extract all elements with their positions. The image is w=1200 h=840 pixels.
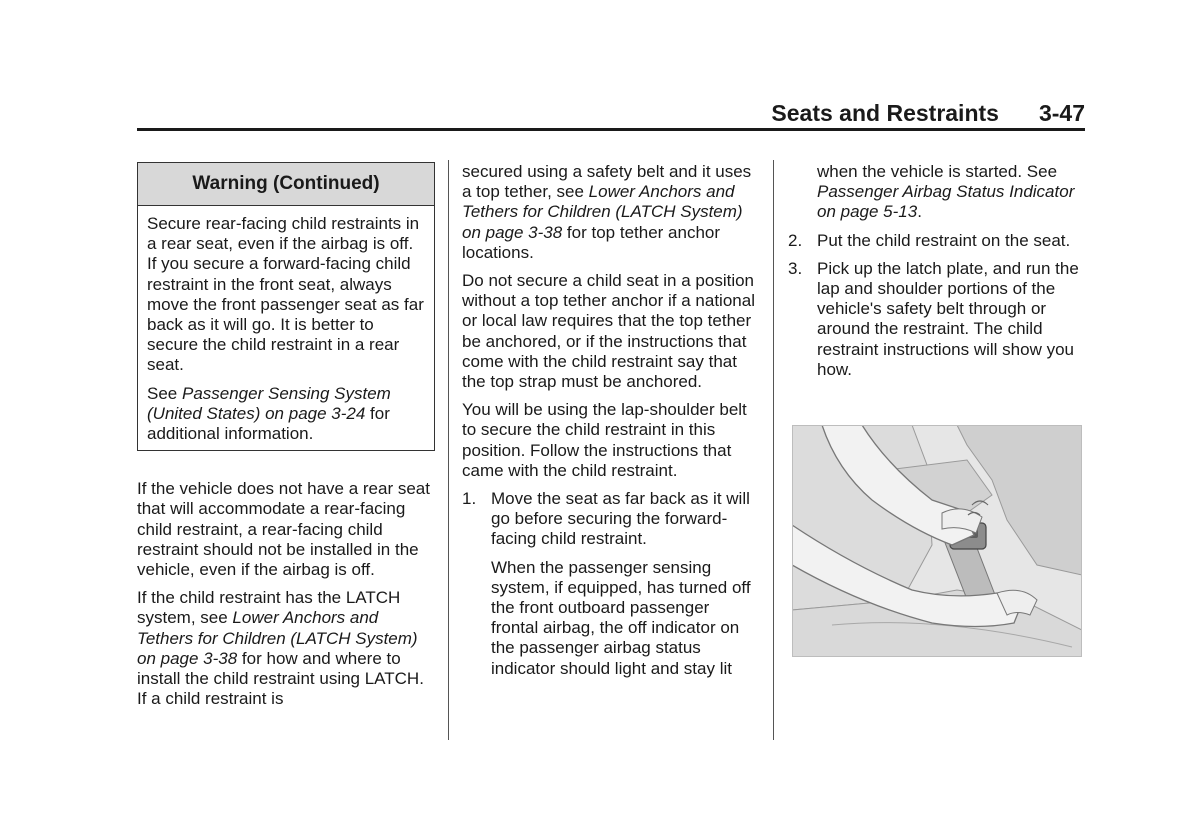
- text-span: for additional information.: [147, 403, 390, 444]
- section-title: Seats and Restraints: [771, 100, 999, 126]
- page-number: 3-47: [1038, 100, 1085, 126]
- column-divider-2: [773, 160, 774, 740]
- text-span: for top tether anchor locations.: [462, 222, 721, 262]
- cross-reference-link[interactable]: Passenger Airbag Status Indicator on page 5-13: [817, 182, 1075, 222]
- list-number: 2.: [788, 230, 803, 250]
- list-text: Pick up the latch plate, and run the lap and shoulder portions of the vehicle's safety belt through or around the restraint. The child restraint instructions will show you how.: [817, 258, 1079, 379]
- seat-belt-latch-illustration: [792, 425, 1082, 657]
- list-text: Move the seat as far back as it will go before securing the forward-facing child restraint.: [491, 489, 750, 549]
- text-span: secured using a safety belt and it uses a top tether, see: [462, 162, 752, 202]
- text-span: .: [917, 202, 922, 222]
- cross-reference-link[interactable]: Lower Anchors and Tethers for Children (LATCH System) on page 3-38: [462, 182, 743, 242]
- page-header: [137, 100, 1085, 128]
- column-divider-1: [448, 160, 449, 740]
- text-span: If the child restraint has the LATCH system, see: [137, 588, 401, 628]
- column-1: [137, 162, 435, 717]
- text-span: for how and where to install the child restraint using LATCH. If a child restraint is: [137, 648, 424, 709]
- cross-reference-link[interactable]: Lower Anchors and Tethers for Children (LATCH System) on page 3-38: [137, 608, 418, 668]
- warning-paragraph: Secure rear-facing child restraints in a rear seat, even if the airbag is off. If you secure a forward-facing child restraint in the front seat, always move the front passenger seat as far back as it will go. It is better to secure the child restraint in a rear seat.: [147, 214, 424, 375]
- text-span: See: [147, 383, 182, 403]
- list-subparagraph: When the passenger sensing system, if equipped, has turned off the front outboard passenger frontal airbag, the off indicator on the passenger airbag status indicator should light and stay lit: [491, 557, 751, 678]
- list-item: [788, 231, 1086, 251]
- warning-body: [138, 206, 434, 450]
- header-rule: [137, 128, 1085, 131]
- warning-reference: [147, 384, 426, 445]
- warning-title: Warning (Continued): [138, 163, 434, 206]
- body-paragraph: You will be using the lap-shoulder belt to secure the child restraint in this position. Follow the instructions that came with the child restraint.: [462, 400, 747, 480]
- list-number: 1.: [462, 489, 477, 509]
- body-paragraph: [137, 588, 435, 709]
- list-text: Put the child restraint on the seat.: [817, 230, 1071, 250]
- body-paragraph: [462, 162, 758, 263]
- warning-box: [137, 162, 435, 451]
- body-paragraph: Do not secure a child seat in a position without a top tether anchor if a national or local law requires that the top tether be anchored, or if the instructions that come with the child restraint say that the top strap must be anchored.: [462, 271, 755, 392]
- column-2: [462, 162, 758, 687]
- list-subparagraph-continued: [788, 162, 1086, 223]
- body-paragraph: If the vehicle does not have a rear seat that will accommodate a rear-facing child restraint, a rear-facing child restraint should not be installed in the vehicle, even if the airbag is off.: [137, 479, 430, 580]
- list-number: 3.: [788, 258, 803, 278]
- column-3: [788, 162, 1086, 388]
- cross-reference-link[interactable]: Passenger Sensing System (United States) on page 3-24: [147, 383, 391, 423]
- text-span: when the vehicle is started. See: [817, 162, 1058, 181]
- list-item: [462, 489, 758, 550]
- list-item: [788, 259, 1086, 380]
